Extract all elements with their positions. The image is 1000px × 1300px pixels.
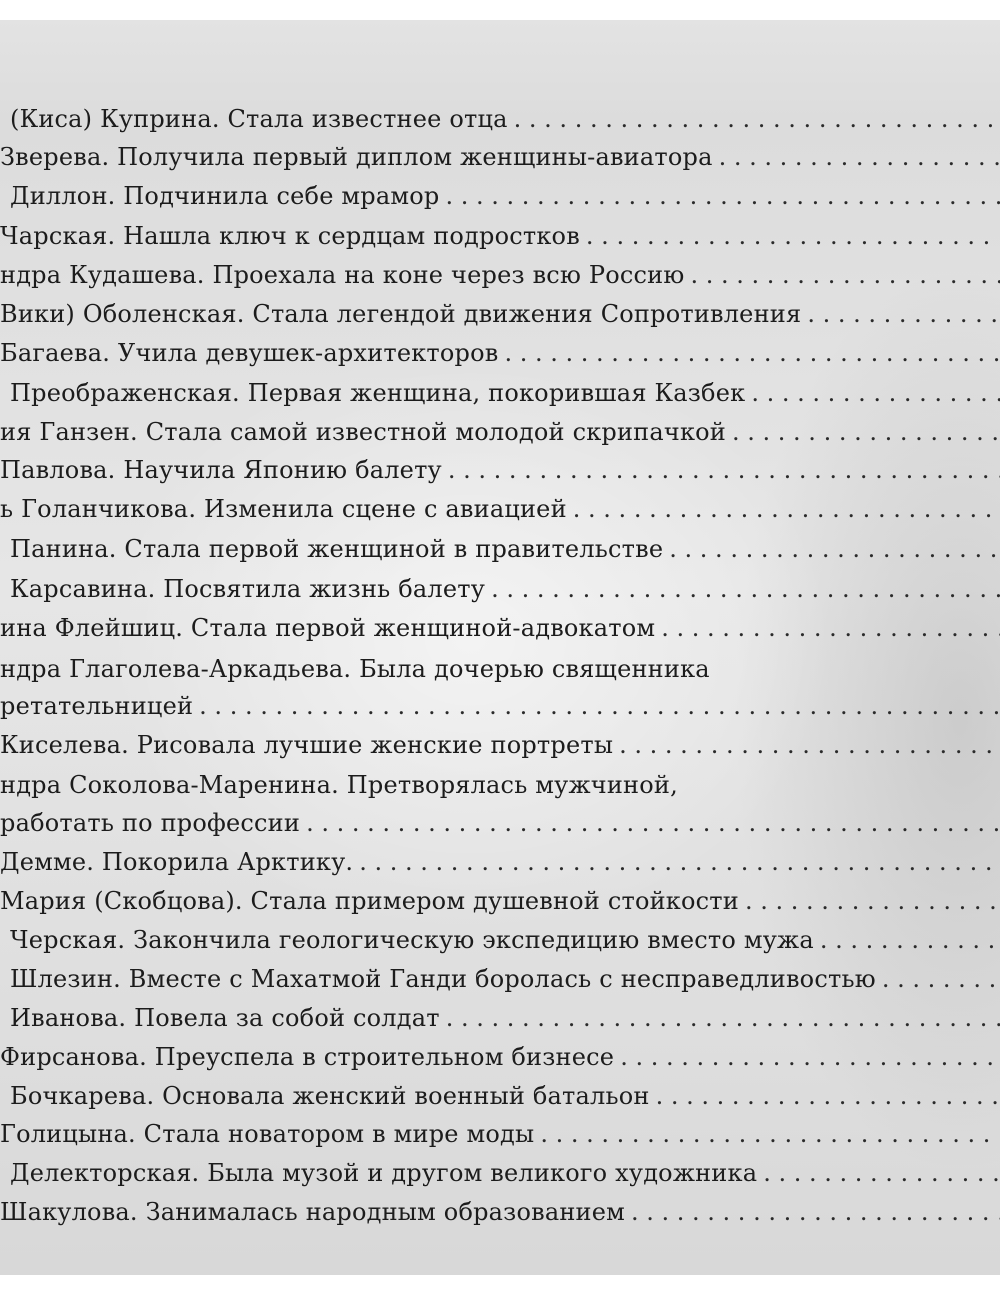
dot-leader: [199, 687, 1000, 725]
toc-entry: [0, 921, 1000, 959]
dot-leader: [763, 1154, 1000, 1192]
dot-leader: [661, 609, 1000, 647]
dot-leader: [882, 960, 1000, 998]
toc-entry-title: Бочкарева. Основала женский военный батальон: [10, 1082, 650, 1110]
toc-entry-title: (Киса) Куприна. Стала известнее отца: [10, 105, 508, 133]
toc-entry: [0, 804, 1000, 842]
toc-entry-title: ндра Кудашева. Проехала на коне через всю Россию: [0, 261, 685, 289]
dot-leader: [586, 217, 1000, 255]
toc-entry: [0, 217, 1000, 255]
toc-entry: [0, 726, 1000, 764]
toc-entry-title: Демме. Покорила Арктику.: [0, 848, 354, 876]
toc-entry-title: Шакулова. Занималась народным образованием: [0, 1198, 625, 1226]
toc-entry: [0, 295, 1000, 333]
dot-leader: [732, 413, 1000, 451]
dot-leader: [306, 804, 1000, 842]
toc-entry-title: ретательницей: [0, 692, 194, 720]
toc-entry: [0, 570, 1000, 608]
toc-entry-title: Багаева. Учила девушек-архитекторов: [0, 339, 499, 367]
toc-entry: [0, 650, 1000, 688]
toc-entry: [0, 530, 1000, 568]
dot-leader: [573, 490, 1000, 528]
dot-leader: [690, 256, 1000, 294]
toc-entry-title: Голицына. Стала новатором в мире моды: [0, 1120, 535, 1148]
toc-entry: [0, 413, 1000, 451]
toc-entry-title: Диллон. Подчинила себе мрамор: [10, 182, 440, 210]
toc-entry: [0, 451, 1000, 489]
toc-entry-title: Киселева. Рисовала лучшие женские портреты: [0, 731, 614, 759]
toc-entry: [0, 334, 1000, 372]
toc-entry: [0, 999, 1000, 1037]
toc-entry-title: Панина. Стала первой женщиной в правительстве: [10, 535, 664, 563]
toc-entry-title: ь Голанчикова. Изменила сцене с авиацией: [0, 495, 567, 523]
toc-entry: [0, 138, 1000, 176]
toc-entry: [0, 1077, 1000, 1115]
toc-entry: [0, 609, 1000, 647]
book-page: [0, 20, 1000, 1275]
dot-leader: [669, 530, 1000, 568]
toc-entry: [0, 1115, 1000, 1153]
dot-leader: [620, 1038, 1000, 1076]
dot-leader: [807, 295, 1000, 333]
toc-entry: [0, 882, 1000, 920]
dot-leader: [446, 999, 1000, 1037]
toc-entry-title: Шлезин. Вместе с Махатмой Ганди боролась с несправедливостью: [10, 965, 876, 993]
toc-entry: [0, 687, 1000, 725]
toc-entry-title: Преображенская. Первая женщина, покорившая Казбек: [10, 379, 746, 407]
dot-leader: [751, 374, 1000, 412]
toc-entry: [0, 1154, 1000, 1192]
dot-leader: [359, 843, 1000, 881]
toc-entry: [0, 1038, 1000, 1076]
toc-entry: [0, 490, 1000, 528]
toc-entry: [0, 1193, 1000, 1231]
dot-leader: [504, 334, 1000, 372]
toc-entry-title: ндра Глаголева-Аркадьева. Была дочерью священника: [0, 655, 710, 683]
toc-entry: [0, 843, 1000, 881]
toc-entry-title: Карсавина. Посвятила жизнь балету: [10, 575, 486, 603]
dot-leader: [619, 726, 1000, 764]
toc-entry-title: Мария (Скобцова). Стала примером душевной стойкости: [0, 887, 739, 915]
toc-entry: [0, 766, 1000, 804]
dot-leader: [719, 138, 1000, 176]
toc-entry-title: ия Ганзен. Стала самой известной молодой скрипачкой: [0, 418, 727, 446]
toc-entry: [0, 960, 1000, 998]
toc-entry: [0, 256, 1000, 294]
toc-entry-title: Черская. Закончила геологическую экспедицию вместо мужа: [10, 926, 814, 954]
toc-entry-title: ина Флейшиц. Стала первой женщиной-адвокатом: [0, 614, 656, 642]
toc-entry-title: работать по профессии: [0, 809, 301, 837]
dot-leader: [820, 921, 1000, 959]
dot-leader: [514, 100, 1000, 138]
toc-entry-title: Фирсанова. Преуспела в строительном бизнесе: [0, 1043, 615, 1071]
toc-entry: [0, 100, 1000, 138]
dot-leader: [745, 882, 1000, 920]
dot-leader: [491, 570, 1000, 608]
dot-leader: [445, 177, 1000, 215]
dot-leader: [540, 1115, 1000, 1153]
toc-entry: [0, 177, 1000, 215]
toc-entry-title: Вики) Оболенская. Стала легендой движения Сопротивления: [0, 300, 802, 328]
toc-entry-title: ндра Соколова-Маренина. Претворялась мужчиной,: [0, 771, 678, 799]
toc-entry-title: Зверева. Получила первый диплом женщины-авиатора: [0, 143, 713, 171]
dot-leader: [631, 1193, 1000, 1231]
dot-leader: [656, 1077, 1000, 1115]
toc-entry-title: Чарская. Нашла ключ к сердцам подростков: [0, 222, 580, 250]
toc-entry-title: Павлова. Научила Японию балету: [0, 456, 442, 484]
toc-entry: [0, 374, 1000, 412]
toc-entry-title: Делекторская. Была музой и другом великого художника: [10, 1159, 758, 1187]
dot-leader: [448, 451, 1000, 489]
toc-entry-title: Иванова. Повела за собой солдат: [10, 1004, 440, 1032]
